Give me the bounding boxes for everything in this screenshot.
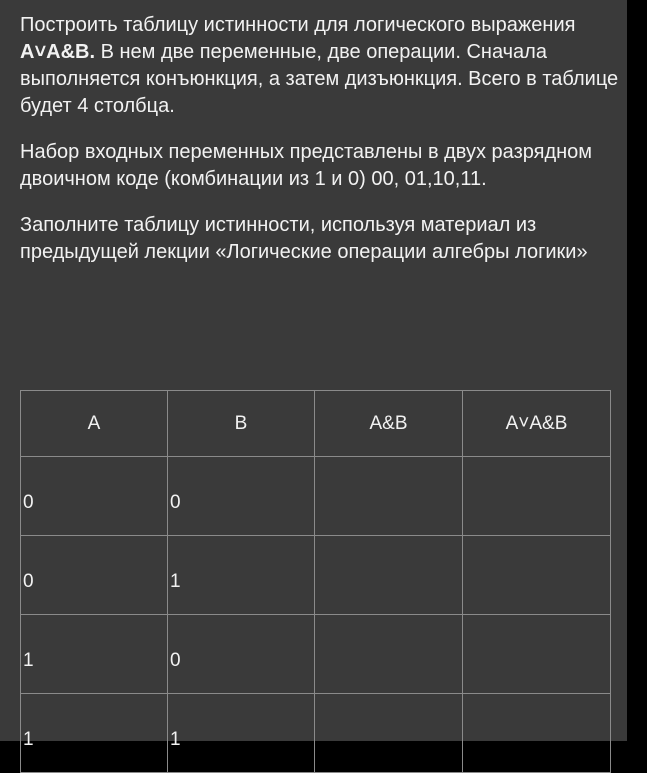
cell-a: 1 [21,694,168,773]
cell-expression[interactable] [463,457,611,536]
header-row [21,391,611,457]
cell-b: 0 [168,457,315,536]
cell-a: 1 [21,615,168,694]
header-expression: A˅A&B [463,391,611,457]
cell-a: 0 [21,536,168,615]
expression: A˅A&B. [20,41,96,63]
cell-a: 0 [21,457,168,536]
table-row [21,615,611,694]
cell-expression[interactable] [463,694,611,773]
cell-b: 1 [168,536,315,615]
cell-conjunction[interactable] [315,536,463,615]
cell-conjunction[interactable] [315,694,463,773]
cell-b: 0 [168,615,315,694]
header-a: A [21,391,168,457]
cell-b: 1 [168,694,315,773]
cell-expression[interactable] [463,615,611,694]
cell-conjunction[interactable] [315,615,463,694]
paragraph-3: Заполните таблицу истинности, используя материал из предыдущей лекции «Логические операции алгебры логики» [20,214,588,263]
table-row [21,694,611,773]
cell-conjunction[interactable] [315,457,463,536]
paragraph-2: Набор входных переменных представлены в двух разрядном двоичном коде (комбинации из 1 и 0) 00, 01,10,11. [20,141,593,190]
paragraph-1 [20,12,620,120]
header-conjunction: A&B [315,391,463,457]
table-row [21,457,611,536]
header-b: B [168,391,315,457]
task-text [20,12,620,285]
cell-expression[interactable] [463,536,611,615]
truth-table [20,390,611,773]
paragraph-1-end: В нем две переменные, две операции. Сначала выполняется конъюнкция, а затем дизъюнкция. Всего в таблице будет 4 столбца. [20,41,619,117]
paragraph-1-start: Построить таблицу истинности для логического выражения [20,14,576,36]
table-row [21,536,611,615]
